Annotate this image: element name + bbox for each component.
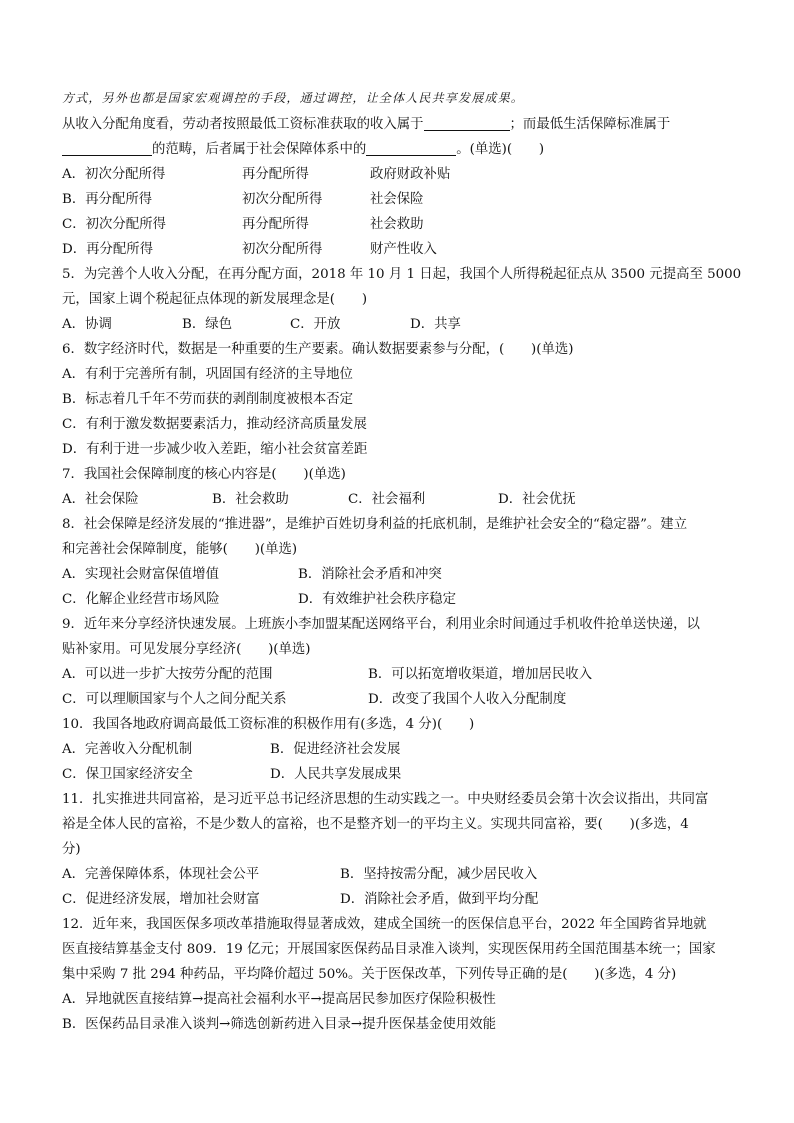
- option-part: 初次分配所得: [242, 192, 323, 207]
- q12-option-b: B．医保药品目录准入谈判→筛选创新药进入目录→提升医保基金使用效能: [62, 1017, 496, 1032]
- option-c: C．社会福利: [348, 492, 426, 507]
- q3-stem-part-4: 。(单选)( ): [456, 142, 545, 157]
- option-a: A．可以进一步扩大按劳分配的范围: [62, 667, 273, 682]
- q9-options-row-1: [62, 662, 742, 687]
- option-d: D．社会优抚: [498, 492, 576, 507]
- option-d: D．有效维护社会秩序稳定: [298, 592, 457, 607]
- q6-option-c: C．有利于激发数据要素活力，推动经济高质量发展: [62, 417, 367, 432]
- question-12-stem: 12．近年来，我国医保多项改革措施取得显著成效，建成全国统一的医保信息平台，2022 年全国跨省异地就: [62, 917, 707, 932]
- option-b: B．社会救助: [212, 492, 289, 507]
- option-label: C．初次分配所得: [62, 217, 166, 232]
- option-a: A．协调: [62, 317, 112, 332]
- option-part: 初次分配所得: [242, 242, 323, 257]
- q3-option-d: [62, 237, 742, 262]
- q3-option-c: [62, 212, 742, 237]
- q5-options: [62, 312, 742, 337]
- exam-page: [62, 88, 742, 1037]
- question-9-stem: 9．近年来分享经济快速发展。上班族小李加盟某配送网络平台，利用业余时间通过手机收件抢单送快递，以: [62, 617, 700, 632]
- option-d: D．人民共享发展成果: [270, 767, 402, 782]
- q11-options-row-1: [62, 862, 742, 887]
- q11-options-row-2: [62, 887, 742, 912]
- option-label: A．初次分配所得: [62, 167, 166, 182]
- option-a: A．完善保障体系，体现社会公平: [62, 867, 260, 882]
- option-part: 政府财政补贴: [370, 167, 451, 182]
- q10-options-row-1: [62, 737, 742, 762]
- question-5-stem: 5．为完善个人收入分配，在再分配方面，2018 年 10 月 1 日起，我国个人所得税起征点从 3500 元提高至 5000: [62, 267, 742, 282]
- question-10-stem: 10．我国各地政府调高最低工资标准的积极作用有(多选，4 分)( ): [62, 717, 475, 732]
- q3-option-b: [62, 187, 742, 212]
- option-part: 社会保险: [370, 192, 424, 207]
- q6-option-b: B．标志着几千年不劳而获的剥削制度被根本否定: [62, 392, 354, 407]
- q8-options-row-1: [62, 562, 742, 587]
- option-a: A．实现社会财富保值增值: [62, 567, 219, 582]
- option-part: 再分配所得: [242, 217, 309, 232]
- option-b: B．消除社会矛盾和冲突: [298, 567, 442, 582]
- option-d: D．改变了我国个人收入分配制度: [368, 692, 567, 707]
- q9-options-row-2: [62, 687, 742, 712]
- option-b: B．坚持按需分配，减少居民收入: [340, 867, 538, 882]
- question-11-stem: 11．扎实推进共同富裕，是习近平总书记经济思想的生动实践之一。中央财经委员会第十次会议指出，共同富: [62, 792, 709, 807]
- question-12-stem-end: 集中采购 7 批 294 种药品，平均降价超过 50%。关于医保改革，下列传导正确的是( )(多选，4 分): [62, 967, 677, 982]
- question-3-stem-line-2: [62, 137, 742, 162]
- question-8-stem: 8．社会保障是经济发展的“推进器”，是维护百姓切身利益的托底机制，是维护社会安全的“稳定器”。建立: [62, 517, 688, 532]
- option-part: 社会救助: [370, 217, 424, 232]
- q12-option-a: A．异地就医直接结算→提高社会福利水平→提高居民参加医疗保险积极性: [62, 992, 496, 1007]
- q8-options-row-2: [62, 587, 742, 612]
- intro-text: 方式，另外也都是国家宏观调控的手段，通过调控，让全体人民共享发展成果。: [62, 91, 525, 105]
- option-d: D．消除社会矛盾，做到平均分配: [340, 892, 539, 907]
- q3-option-a: [62, 162, 742, 187]
- option-part: 财产性收入: [370, 242, 437, 257]
- question-11-stem-end: 分): [62, 842, 81, 857]
- option-d: D．共享: [410, 317, 461, 332]
- question-6-stem: 6．数字经济时代，数据是一种重要的生产要素。确认数据要素参与分配，( )(单选): [62, 342, 574, 357]
- q7-options: [62, 487, 742, 512]
- option-b: B．可以拓宽增收渠道，增加居民收入: [368, 667, 593, 682]
- q3-stem-part-3: 的范畴，后者属于社会保障体系中的: [152, 142, 367, 157]
- option-b: B．绿色: [182, 317, 233, 332]
- question-12-stem-cont: 医直接结算基金支付 809．19 亿元；开展国家医保药品目录准入谈判，实现医保用药全国范围基本统一；国家: [62, 942, 716, 957]
- option-b: B．促进经济社会发展: [270, 742, 401, 757]
- q6-option-d: D．有利于进一步减少收入差距，缩小社会贫富差距: [62, 442, 368, 457]
- answer-blank-2: [62, 141, 152, 156]
- q6-option-a: A．有利于完善所有制，巩固国有经济的主导地位: [62, 367, 353, 382]
- answer-blank-3: [366, 141, 456, 156]
- option-label: B．再分配所得: [62, 192, 153, 207]
- option-part: 再分配所得: [242, 167, 309, 182]
- option-c: C．化解企业经营市场风险: [62, 592, 220, 607]
- question-9-stem-cont: 贴补家用。可见发展分享经济( )(单选): [62, 642, 311, 657]
- q3-stem-part-2: ；而最低生活保障标准属于: [509, 117, 671, 132]
- option-label: D．再分配所得: [62, 242, 154, 257]
- answer-blank-1: [424, 116, 510, 131]
- question-8-stem-cont: 和完善社会保障制度，能够( )(单选): [62, 542, 298, 557]
- question-3-stem-line-1: [62, 112, 742, 137]
- option-c: C．促进经济发展，增加社会财富: [62, 892, 260, 907]
- question-5-stem-cont: 元，国家上调个税起征点体现的新发展理念是( ): [62, 292, 368, 307]
- option-c: C．可以理顺国家与个人之间分配关系: [62, 692, 287, 707]
- q3-stem-part-1: 从收入分配角度看，劳动者按照最低工资标准获取的收入属于: [62, 117, 424, 132]
- question-7-stem: 7．我国社会保障制度的核心内容是( )(单选): [62, 467, 346, 482]
- option-c: C．保卫国家经济安全: [62, 767, 193, 782]
- option-a: A．完善收入分配机制: [62, 742, 193, 757]
- option-a: A．社会保险: [62, 492, 139, 507]
- q10-options-row-2: [62, 762, 742, 787]
- question-11-stem-cont: 裕是全体人民的富裕，不是少数人的富裕，也不是整齐划一的平均主义。实现共同富裕，要( )(多选，4: [62, 817, 689, 832]
- option-c: C．开放: [290, 317, 341, 332]
